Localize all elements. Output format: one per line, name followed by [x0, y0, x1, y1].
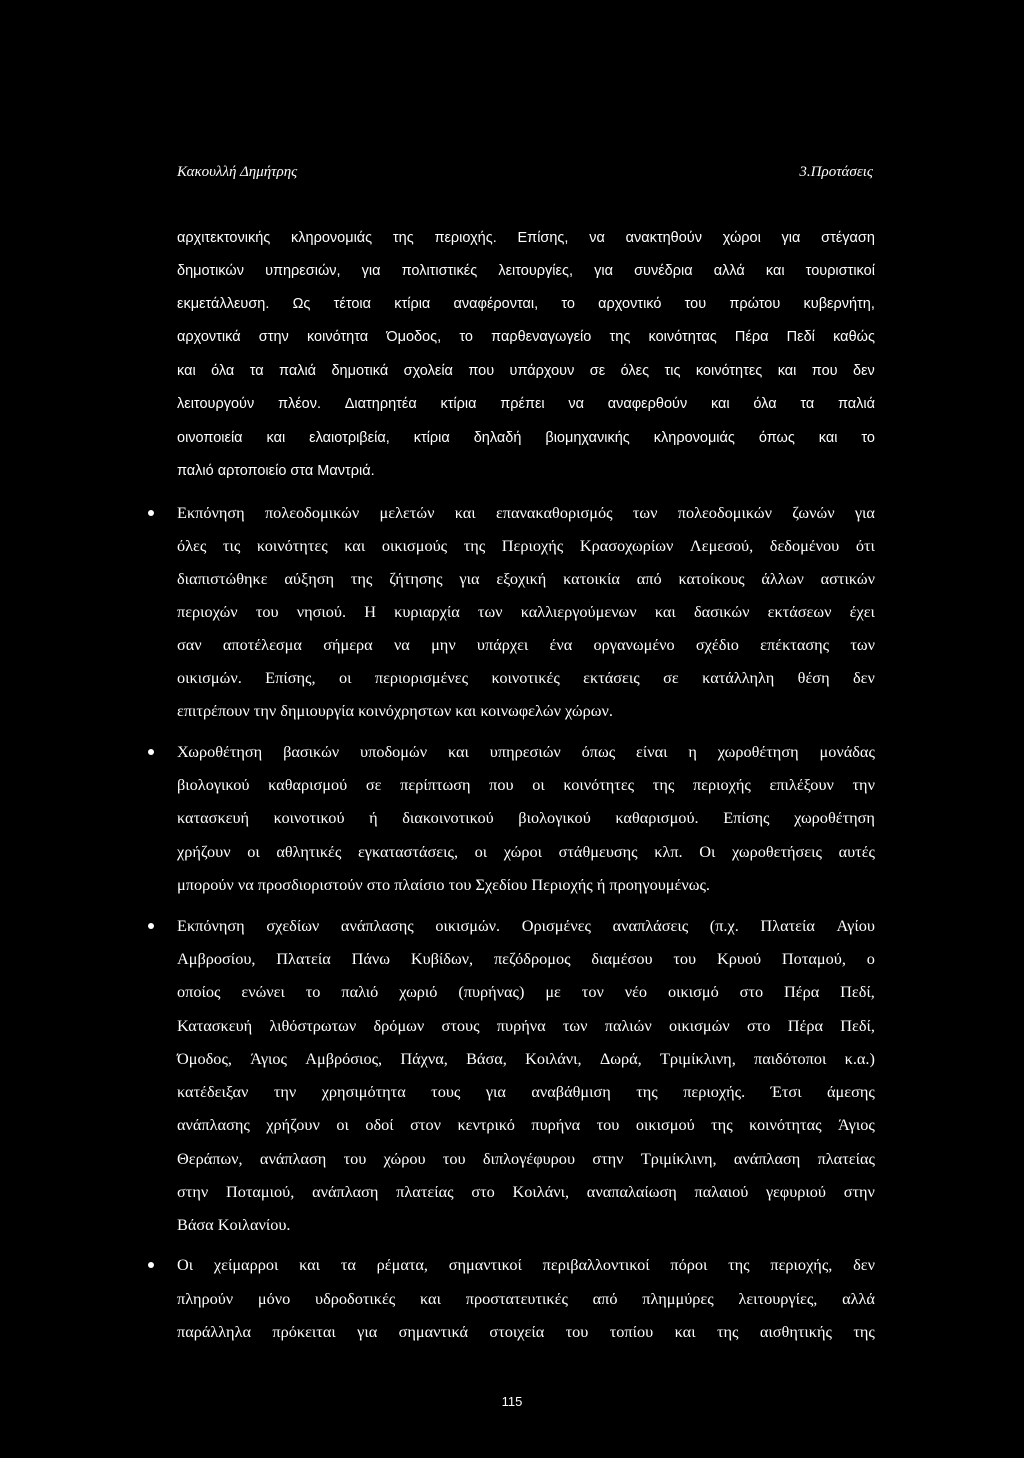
bullet-line: κατασκευή κοινοτικού ή διακοινοτικού βιολογικού καθαρισμού. Επίσης χωροθέτηση	[177, 808, 875, 827]
bullet-line: περιοχών του νησιού. Η κυριαρχία των καλλιεργούμενων και δασικών εκτάσεων έχει	[177, 602, 875, 621]
bullet-line: Βάσα Κοιλανίου.	[177, 1215, 291, 1234]
bullet-line: Όμοδος, Άγιος Αμβρόσιος, Πάχνα, Βάσα, Κοιλάνι, Δωρά, Τριμίκλινη, παιδότοποι κ.α.)	[177, 1049, 875, 1068]
bullet-line: ανάπλασης χρήζουν οι οδοί στον κεντρικό πυρήνα του οικισμού της κοινότητας Άγιος	[177, 1115, 875, 1134]
bullet-line: Κατασκευή λιθόστρωτων δρόμων στους πυρήνα των παλιών οικισμών στο Πέρα Πεδί,	[177, 1016, 875, 1035]
bullet-icon	[148, 749, 154, 755]
bullet-line: Εκπόνηση πολεοδομικών μελετών και επανακαθορισμός των πολεοδομικών ζωνών για	[177, 503, 875, 522]
bullet-line: Οι χείμαρροι και τα ρέματα, σημαντικοί περιβαλλοντικοί πόροι της περιοχής, δεν	[177, 1255, 875, 1274]
bullet-line: στην Ποταμιού, ανάπλαση πλατείας στο Κοιλάνι, αναπαλαίωση παλαιού γεφυριού στην	[177, 1182, 875, 1201]
bullet-line: κατέδειξαν την χρησιμότητα τους για αναβάθμιση της περιοχής. Έτσι άμεσης	[177, 1082, 875, 1101]
paragraph-line: δημοτικών υπηρεσιών, για πολιτιστικές λειτουργίες, για συνέδρια αλλά και τουριστικοί	[177, 263, 875, 279]
paragraph-line: αρχιτεκτονικής κληρονομιάς της περιοχής. Επίσης, να ανακτηθούν χώροι για στέγαση	[177, 230, 875, 246]
header-author: Κακουλλή Δημήτρης	[177, 164, 298, 180]
bullet-icon	[148, 923, 154, 929]
paragraph-line: εκμετάλλευση. Ως τέτοια κτίρια αναφέρονται, το αρχοντικό του πρώτου κυβερνήτη,	[177, 296, 875, 312]
bullet-line: σαν αποτέλεσμα σήμερα να μην υπάρχει ένα οργανωμένο σχέδιο επέκτασης των	[177, 635, 875, 654]
bullet-line: μπορούν να προσδιοριστούν στο πλαίσιο του Σχεδίου Περιοχής ή προηγουμένως.	[177, 875, 710, 894]
bullet-line: οικισμών. Επίσης, οι περιορισμένες κοινοτικές εκτάσεις σε κατάλληλη θέση δεν	[177, 668, 875, 687]
bullet-line: χρήζουν οι αθλητικές εγκαταστάσεις, οι χώροι στάθμευσης κλπ. Οι χωροθετήσεις αυτές	[177, 842, 875, 861]
page-header	[177, 164, 873, 186]
bullet-line: Αμβροσίου, Πλατεία Πάνω Κυβίδων, πεζόδρομος διαμέσου του Κρυού Ποταμού, ο	[177, 949, 875, 968]
paragraph-line: και όλα τα παλιά δημοτικά σχολεία που υπάρχουν σε όλες τις κοινότητες και που δεν	[177, 363, 875, 379]
paragraph-line: λειτουργούν πλέον. Διατηρητέα κτίρια πρέπει να αναφερθούν και όλα τα παλιά	[177, 396, 875, 412]
paragraph-line: οινοποιεία και ελαιοτριβεία, κτίρια δηλαδή βιομηχανικής κληρονομιάς όπως και το	[177, 430, 875, 446]
bullet-line: Εκπόνηση σχεδίων ανάπλασης οικισμών. Ορισμένες αναπλάσεις (π.χ. Πλατεία Αγίου	[177, 916, 875, 935]
bullet-line: όλες τις κοινότητες και οικισμούς της Περιοχής Κρασοχωρίων Λεμεσού, δεδομένου ότι	[177, 536, 875, 555]
bullet-icon	[148, 1262, 154, 1268]
page-number: 115	[501, 1394, 523, 1409]
bullet-line: Θεράπων, ανάπλαση του χώρου του διπλογέφυρου στην Τριμίκλινη, ανάπλαση πλατείας	[177, 1149, 875, 1168]
bullet-icon	[148, 510, 154, 516]
bullet-line: επιτρέπουν την δημιουργία κοινόχρηστων και κοινωφελών χώρων.	[177, 701, 613, 720]
bullet-line: βιολογικού καθαρισμού σε περίπτωση που οι κοινότητες της περιοχής επιλέξουν την	[177, 775, 875, 794]
paragraph-line: αρχοντικά στην κοινότητα Όμοδος, το παρθεναγωγείο της κοινότητας Πέρα Πεδί καθώς	[177, 329, 875, 345]
bullet-line: Χωροθέτηση βασικών υποδομών και υπηρεσιών όπως είναι η χωροθέτηση μονάδας	[177, 742, 875, 761]
header-section: 3.Προτάσεις	[799, 164, 873, 180]
bullet-line: παράλληλα πρόκειται για σημαντικά στοιχεία του τοπίου και της αισθητικής της	[177, 1322, 875, 1341]
bullet-line: πληρούν μόνο υδροδοτικές και προστατευτικές από πλημμύρες λειτουργίες, αλλά	[177, 1289, 875, 1308]
bullet-line: διαπιστώθηκε αύξηση της ζήτησης για εξοχική κατοικία από κατοίκους άλλων αστικών	[177, 569, 875, 588]
paragraph-line: παλιό αρτοποιείο στα Μαντριά.	[177, 463, 375, 479]
bullet-line: οποίος ενώνει το παλιό χωριό (πυρήνας) με τον νέο οικισμό στο Πέρα Πεδί,	[177, 982, 875, 1001]
